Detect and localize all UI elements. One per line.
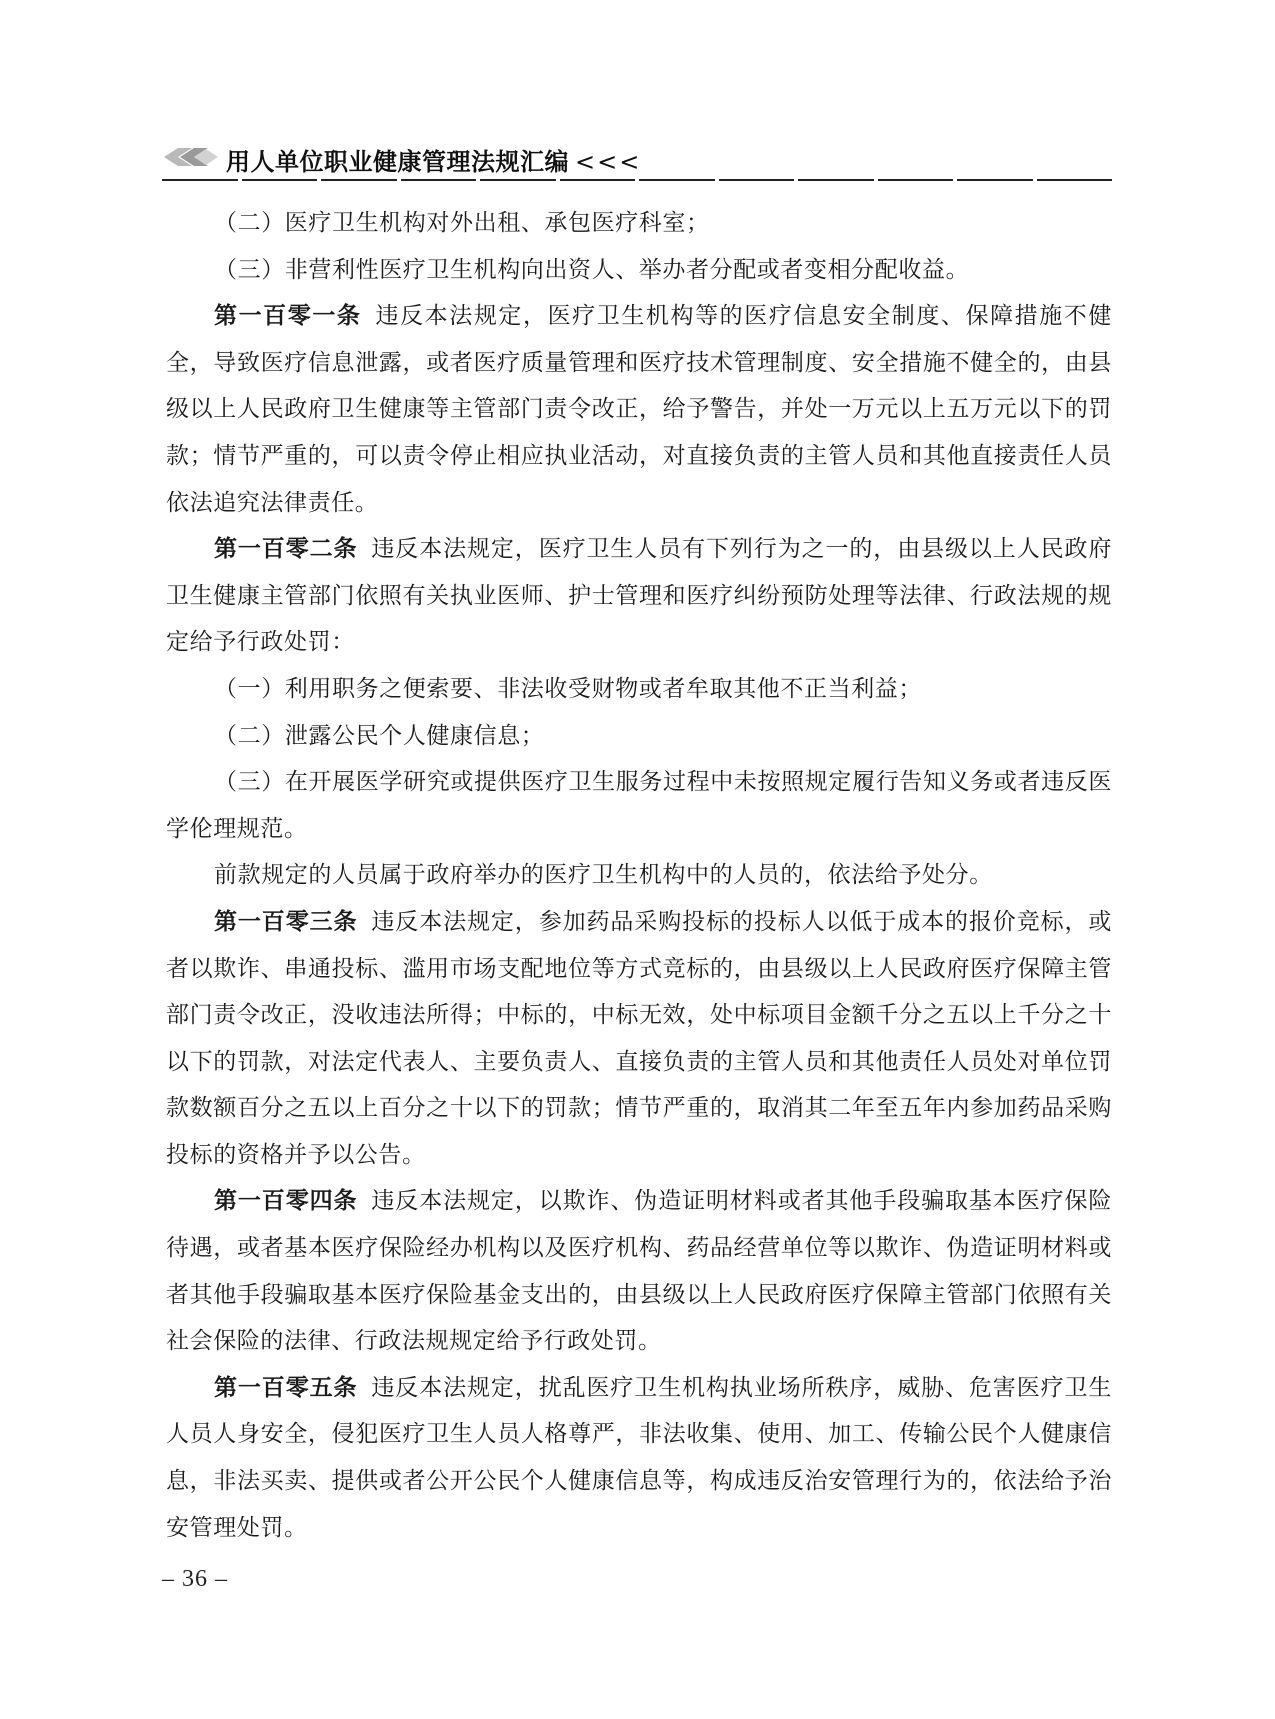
paragraph-text: 违反本法规定，医疗卫生机构等的医疗信息安全制度、保障措施不健全，导致医疗信息泄露，或者医疗质量管理和医疗技术管理制度、安全措施不健全的，由县级以上人民政府卫生健康等主管部门责令改正，给予警告，并处一万元以上五万元以下的罚款；情节严重的，可以责令停止相应执业活动，对直接负责的主管人员和其他直接责任人员依法追究法律责任。 xyxy=(166,303,1112,516)
body-text xyxy=(166,200,1112,1551)
article-paragraph xyxy=(166,899,1112,1179)
article-number: 第一百零三条 xyxy=(214,908,358,935)
paragraph xyxy=(166,713,1112,760)
header-title xyxy=(226,142,641,177)
article-number: 第一百零五条 xyxy=(214,1374,358,1401)
paragraph xyxy=(166,666,1112,713)
paragraph-text: （二）泄露公民个人健康信息； xyxy=(214,722,545,749)
article-number: 第一百零二条 xyxy=(214,536,358,563)
paragraph-text: 违反本法规定，以欺诈、伪造证明材料或者其他手段骗取基本医疗保险待遇，或者基本医疗保险经办机构以及医疗机构、药品经营单位等以欺诈、伪造证明材料或者其他手段骗取基本医疗保险基金支出的，由县级以上人民政府医疗保障主管部门依照有关社会保险的法律、行政法规规定给予行政处罚。 xyxy=(166,1188,1112,1355)
article-number: 第一百零四条 xyxy=(214,1188,358,1215)
paragraph-text: 违反本法规定，医疗卫生人员有下列行为之一的，由县级以上人民政府卫生健康主管部门依照有关执业医师、护士管理和医疗纠纷预防处理等法律、行政法规的规定给予行政处罚： xyxy=(166,536,1112,656)
paragraph-text: （三）在开展医学研究或提供医疗卫生服务过程中未按照规定履行告知义务或者违反医学伦理规范。 xyxy=(166,769,1112,842)
paragraph-text: （二）医疗卫生机构对外出租、承包医疗科室； xyxy=(214,210,710,236)
paragraph-text: 前款规定的人员属于政府举办的医疗卫生机构中的人员的，依法给予处分。 xyxy=(214,862,993,889)
header-dashed-rule xyxy=(162,179,1112,182)
paragraph xyxy=(166,759,1112,852)
article-paragraph xyxy=(166,293,1112,526)
paragraph xyxy=(166,200,1112,247)
paragraph-text: （一）利用职务之便索要、非法收受财物或者牟取其他不正当利益； xyxy=(214,675,922,702)
paragraph xyxy=(166,247,1112,294)
article-paragraph xyxy=(166,1178,1112,1364)
double-arrow-icon xyxy=(162,144,220,170)
article-paragraph xyxy=(166,526,1112,666)
article-paragraph xyxy=(166,1365,1112,1551)
paragraph-text: 违反本法规定，参加药品采购投标的投标人以低于成本的报价竞标，或者以欺诈、串通投标、滥用市场支配地位等方式竞标的，由县级以上人民政府医疗保障主管部门责令改正，没收违法所得；中标的，中标无效，处中标项目金额千分之五以上千分之十以下的罚款，对法定代表人、主要负责人、直接负责的主管人员和其他责任人员处对单位罚款数额百分之五以上百分之十以下的罚款；情节严重的，取消其二年至五年内参加药品采购投标的资格并予以公告。 xyxy=(166,908,1112,1168)
running-header xyxy=(162,138,1112,178)
article-number: 第一百零一条 xyxy=(214,303,362,330)
paragraph xyxy=(166,852,1112,899)
paragraph-text: （三）非营利性医疗卫生机构向出资人、举办者分配或者变相分配收益。 xyxy=(214,256,970,283)
paragraph-text: 违反本法规定，扰乱医疗卫生机构执业场所秩序，威胁、危害医疗卫生人员人身安全，侵犯医疗卫生人员人格尊严，非法收集、使用、加工、传输公民个人健康信息，非法买卖、提供或者公开公民个人健康信息等，构成违反治安管理行为的，依法给予治安管理处罚。 xyxy=(166,1374,1112,1541)
header-chevrons: <<< xyxy=(575,148,642,176)
page-number: – 36 – xyxy=(162,1566,228,1592)
header-title-text: 用人单位职业健康管理法规汇编 xyxy=(226,148,569,176)
